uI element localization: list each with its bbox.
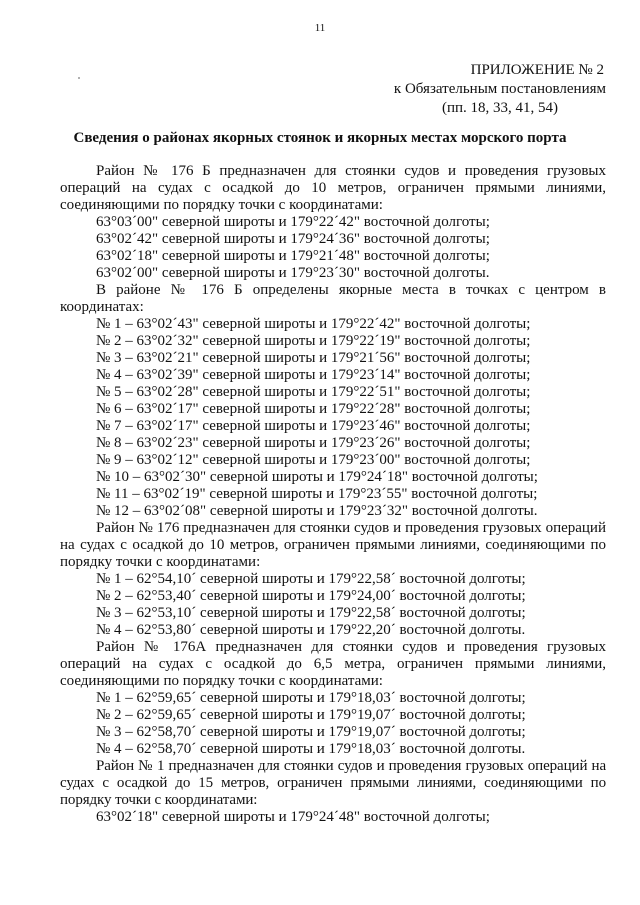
coordinate-line: 63°02´18" северной широты и 179°24´48" восточной долготы; [96,809,490,825]
coordinate-line: 63°02´42" северной широты и 179°24´36" восточной долготы; [96,231,490,247]
coordinate-line: № 1 – 62°59,65´ северной широты и 179°18,03´ восточной долготы; [96,690,526,706]
coordinate-line: № 4 – 62°53,80´ северной широты и 179°22,20´ восточной долготы. [96,622,526,638]
coordinate-line: 63°03´00" северной широты и 179°22´42" восточной долготы; [96,214,490,230]
coordinate-line: № 7 – 63°02´17" северной широты и 179°23´46" восточной долготы; [96,418,531,434]
coordinate-line: № 8 – 63°02´23" северной широты и 179°23´26" восточной долготы; [96,435,531,451]
paragraph: В районе № 176 Б определены якорные места в точках с центром в координатах: [60,282,606,315]
appendix-title: ПРИЛОЖЕНИЕ № 2 [470,62,604,78]
coordinate-line: 63°02´18" северной широты и 179°21´48" восточной долготы; [96,248,490,264]
appendix-reference: (пп. 18, 33, 41, 54) [441,100,558,116]
coordinate-line: № 3 – 62°53,10´ северной широты и 179°22,58´ восточной долготы; [96,605,526,621]
paragraph: Район № 1 предназначен для стоянки судов и проведения грузовых операций на судах с осадкой до 15 метров, ограничен прямыми линиями, соединяющими по порядку точки с координатами: [60,758,606,808]
coordinate-line: № 5 – 63°02´28" северной широты и 179°22´51" восточной долготы; [96,384,531,400]
coordinate-line: № 1 – 63°02´43" северной широты и 179°22´42" восточной долготы; [96,316,531,332]
coordinate-line: № 3 – 63°02´21" северной широты и 179°21´56" восточной долготы; [96,350,531,366]
coordinate-line: № 1 – 62°54,10´ северной широты и 179°22,58´ восточной долготы; [96,571,526,587]
coordinate-line: № 2 – 62°59,65´ северной широты и 179°19,07´ восточной долготы; [96,707,526,723]
appendix-block [394,61,606,118]
coordinate-line: № 2 – 62°53,40´ северной широты и 179°24,00´ восточной долготы; [96,588,526,604]
coordinate-line: № 4 – 63°02´39" северной широты и 179°23´14" восточной долготы; [96,367,531,383]
coordinate-line: № 2 – 63°02´32" северной широты и 179°22´19" восточной долготы; [96,333,531,349]
paragraph: Район № 176 Б предназначен для стоянки судов и проведения грузовых операций на судах с осадкой до 10 метров, ограничен прямыми линиями, соединяющими по порядку точки с координатами: [60,163,606,213]
document-body [60,163,606,826]
coordinate-line: № 10 – 63°02´30" северной широты и 179°24´18" восточной долготы; [96,469,538,485]
coordinate-line: № 3 – 62°58,70´ северной широты и 179°19,07´ восточной долготы; [96,724,526,740]
page-number: 11 [314,22,326,34]
coordinate-line: № 11 – 63°02´19" северной широты и 179°23´55" восточной долготы; [96,486,538,502]
appendix-subtitle: к Обязательным постановлениям [393,81,606,97]
coordinate-line: № 6 – 63°02´17" северной широты и 179°22´28" восточной долготы; [96,401,531,417]
paragraph: Район № 176 предназначен для стоянки судов и проведения грузовых операций на судах с осадкой до 10 метров, ограничен прямыми линиями, соединяющими по порядку точки с координатами: [60,520,606,570]
document-heading: Сведения о районах якорных стоянок и якорных местах морского порта [73,130,567,146]
coordinate-line: № 12 – 63°02´08" северной широты и 179°23´32" восточной долготы. [96,503,538,519]
coordinate-line: № 9 – 63°02´12" северной широты и 179°23´00" восточной долготы; [96,452,531,468]
coordinate-line: № 4 – 62°58,70´ северной широты и 179°18,03´ восточной долготы. [96,741,526,757]
paragraph: Район № 176А предназначен для стоянки судов и проведения грузовых операций на судах с осадкой до 6,5 метра, ограничен прямыми линиями, соединяющими по порядку точки с координатами: [60,639,606,689]
scan-speck [78,77,80,79]
coordinate-line: 63°02´00" северной широты и 179°23´30" восточной долготы. [96,265,490,281]
